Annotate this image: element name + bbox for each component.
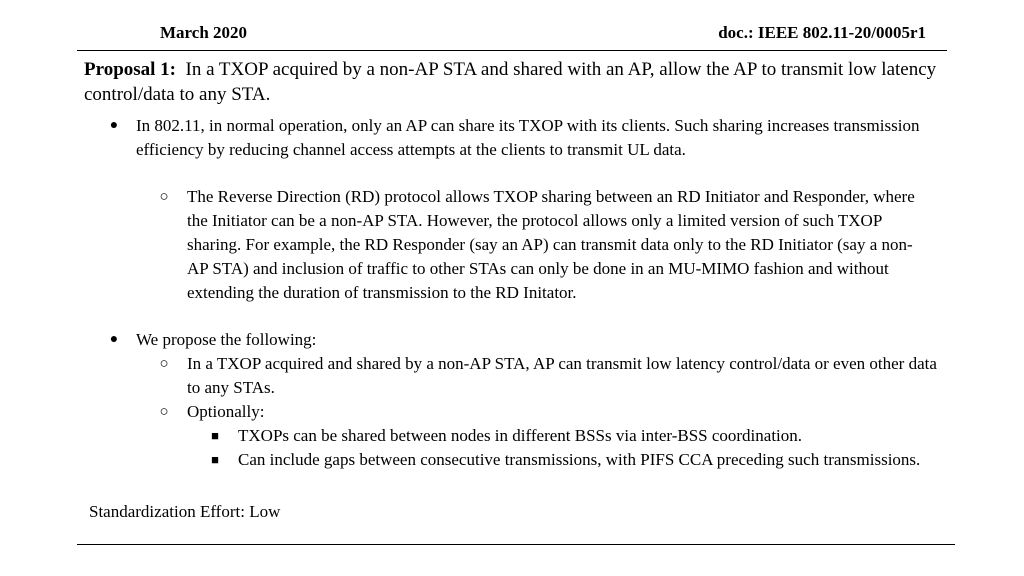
sub-bullet-item [159,185,929,305]
standardization-effort: Standardization Effort: Low [89,502,281,521]
bullet-square-icon: ■ [211,428,219,443]
sub-bullet-item [159,352,939,400]
bullet-text: In 802.11, in normal operation, only an AP can share its TXOP with its clients. Such sharing increases transmission efficiency by reducing channel access attempts at the clients to transmit UL data. [136,116,920,159]
sub-bullet-text: The Reverse Direction (RD) protocol allows TXOP sharing between an RD Initiator and Responder, where the Initiator can be a non-AP STA. However, the protocol allows only a limited version of such TXOP sharing. For example, the RD Responder (say an AP) can transmit data only to the RD Initiator (say a non-AP STA) and inclusion of traffic to other STAs can only be done in an MU-MIMO fashion and without extending the duration of transmission to the RD Initator. [187,187,915,302]
sub-sub-bullet-item [211,424,938,448]
bullet-square-icon: ■ [211,452,219,467]
header-doc-id: doc.: IEEE 802.11-20/0005r1 [718,23,926,42]
header-divider [77,50,947,51]
proposal-paragraph [84,57,944,107]
bullet-circle-icon: ○ [159,356,169,372]
sub-bullet-text: Optionally: [187,402,265,421]
bullet-text: We propose the following: [136,330,317,349]
sub-sub-bullet-text: TXOPs can be shared between nodes in different BSSs via inter-BSS coordination. [238,426,803,445]
sub-bullet-text: In a TXOP acquired and shared by a non-AP STA, AP can transmit low latency control/data or even other data to any STAs. [187,354,937,397]
sub-sub-bullet-item [211,448,928,472]
proposal-label: Proposal 1: [84,59,177,80]
header-date: March 2020 [160,23,248,42]
sub-sub-bullet-text: Can include gaps between consecutive transmissions, with PIFS CCA preceding such transmissions. [238,450,921,469]
bullet-item [109,114,936,162]
bullet-circle-icon: ○ [159,404,169,420]
proposal-text: In a TXOP acquired by a non-AP STA and shared with an AP, allow the AP to transmit low latency control/data to any STA. [84,59,937,105]
bullet-circle-icon: ○ [159,189,169,205]
footer-divider [77,544,955,545]
bullet-item [109,328,936,352]
bullet-dot-icon: ● [109,332,119,347]
bullet-dot-icon: ● [109,118,119,133]
sub-bullet-item [159,400,929,424]
